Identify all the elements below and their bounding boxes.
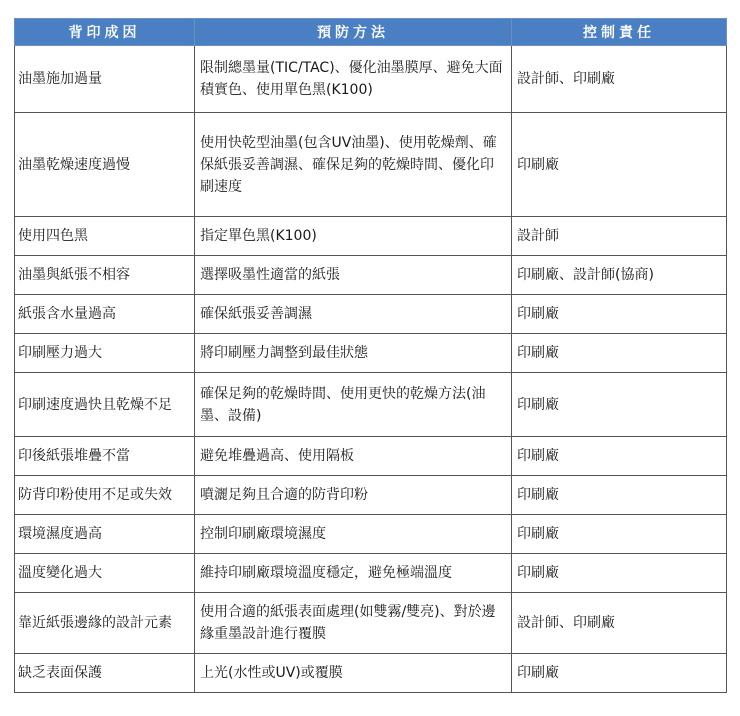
responsibility-cell: 印刷廠、設計師(協商) [512, 256, 727, 295]
header-method: 預防方法 [195, 19, 512, 46]
cause-cell: 印刷壓力過大 [15, 334, 195, 373]
method-cell: 噴灑足夠且合適的防背印粉 [195, 476, 512, 515]
table-row [15, 46, 727, 113]
cause-cell: 油墨施加過量 [15, 46, 195, 113]
cause-cell: 油墨乾燥速度過慢 [15, 113, 195, 217]
cause-cell: 環境濕度過高 [15, 515, 195, 554]
responsibility-cell: 印刷廠 [512, 515, 727, 554]
table-row [15, 113, 727, 217]
table-row [15, 554, 727, 593]
method-cell: 維持印刷廠環境溫度穩定，避免極端溫度 [195, 554, 512, 593]
responsibility-cell: 印刷廠 [512, 295, 727, 334]
cause-cell: 溫度變化過大 [15, 554, 195, 593]
table-row [15, 217, 727, 256]
method-cell: 控制印刷廠環境濕度 [195, 515, 512, 554]
cause-cell: 印刷速度過快且乾燥不足 [15, 373, 195, 437]
method-cell: 使用快乾型油墨(包含UV油墨)、使用乾燥劑、確保紙張妥善調濕、確保足夠的乾燥時間、優化印刷速度 [195, 113, 512, 217]
document-sheet [14, 18, 726, 693]
responsibility-cell: 設計師 [512, 217, 727, 256]
table-row [15, 256, 727, 295]
responsibility-cell: 印刷廠 [512, 437, 727, 476]
responsibility-cell: 印刷廠 [512, 373, 727, 437]
cause-cell: 靠近紙張邊緣的設計元素 [15, 593, 195, 654]
responsibility-cell: 設計師、印刷廠 [512, 593, 727, 654]
method-cell: 確保足夠的乾燥時間、使用更快的乾燥方法(油墨、設備) [195, 373, 512, 437]
table-row [15, 437, 727, 476]
table-row [15, 295, 727, 334]
method-cell: 避免堆疊過高、使用隔板 [195, 437, 512, 476]
set-off-prevention-table [14, 18, 727, 693]
method-cell: 確保紙張妥善調濕 [195, 295, 512, 334]
method-cell: 選擇吸墨性適當的紙張 [195, 256, 512, 295]
cause-cell: 印後紙張堆疊不當 [15, 437, 195, 476]
table-header-row [15, 19, 727, 46]
method-cell: 上光(水性或UV)或覆膜 [195, 654, 512, 693]
cause-cell: 防背印粉使用不足或失效 [15, 476, 195, 515]
table-row [15, 476, 727, 515]
responsibility-cell: 印刷廠 [512, 654, 727, 693]
method-cell: 使用合適的紙張表面處理(如雙霧/雙亮)、對於邊緣重墨設計進行覆膜 [195, 593, 512, 654]
cause-cell: 使用四色黑 [15, 217, 195, 256]
table-row [15, 654, 727, 693]
method-cell: 將印刷壓力調整到最佳狀態 [195, 334, 512, 373]
responsibility-cell: 設計師、印刷廠 [512, 46, 727, 113]
cause-cell: 紙張含水量過高 [15, 295, 195, 334]
cause-cell: 油墨與紙張不相容 [15, 256, 195, 295]
method-cell: 指定單色黑(K100) [195, 217, 512, 256]
cause-cell: 缺乏表面保護 [15, 654, 195, 693]
header-responsibility: 控制責任 [512, 19, 727, 46]
table-row [15, 334, 727, 373]
responsibility-cell: 印刷廠 [512, 334, 727, 373]
responsibility-cell: 印刷廠 [512, 113, 727, 217]
responsibility-cell: 印刷廠 [512, 554, 727, 593]
method-cell: 限制總墨量(TIC/TAC)、優化油墨膜厚、避免大面積實色、使用單色黑(K100) [195, 46, 512, 113]
header-cause: 背印成因 [15, 19, 195, 46]
table-row [15, 515, 727, 554]
table-row [15, 373, 727, 437]
responsibility-cell: 印刷廠 [512, 476, 727, 515]
table-row [15, 593, 727, 654]
